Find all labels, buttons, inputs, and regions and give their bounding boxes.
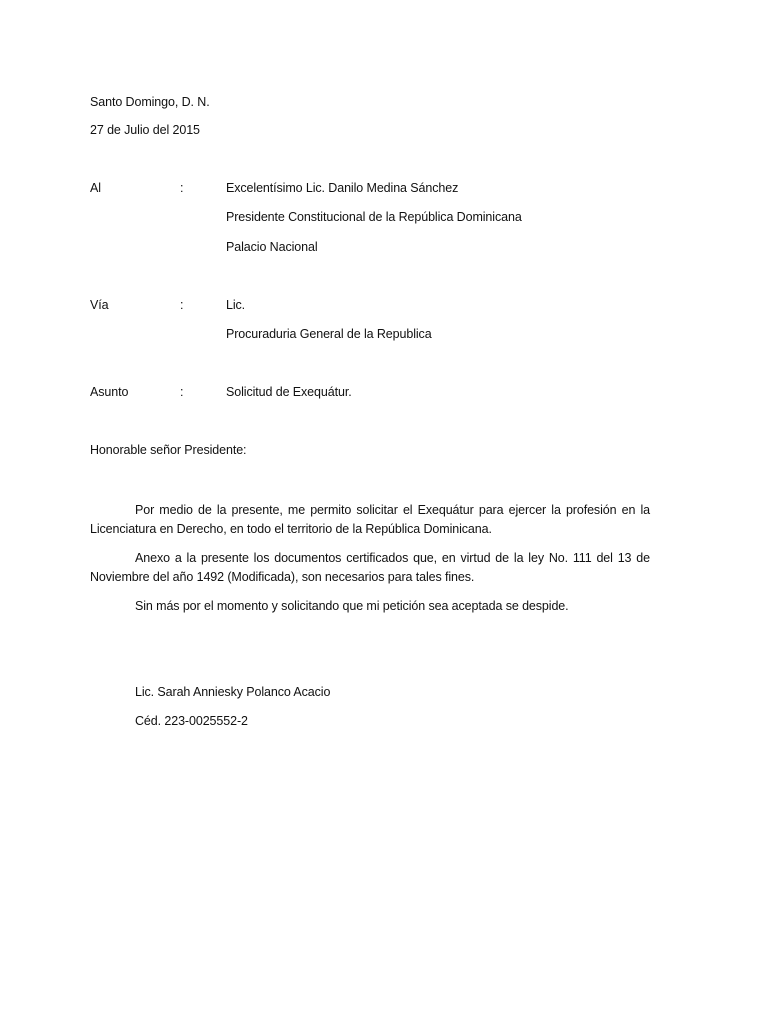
body-paragraph-2-text: Anexo a la presente los documentos certificados que, en virtud de la ley No. 111 del 13 de Noviembre del año 1492 (Modificada), son necesarios para tales fines. (90, 551, 650, 584)
subject-colon: : (180, 385, 184, 399)
signature-name: Lic. Sarah Anniesky Polanco Acacio (135, 685, 331, 699)
letter-date: 27 de Julio del 2015 (90, 123, 200, 137)
via-line-2: Procuraduria General de la Republica (226, 327, 432, 341)
body-paragraph-1 (90, 501, 650, 539)
signature-id: Céd. 223-0025552-2 (135, 714, 248, 728)
via-colon: : (180, 298, 184, 312)
to-colon: : (180, 181, 184, 195)
subject-label: Asunto (90, 385, 129, 399)
to-label: Al (90, 181, 101, 195)
to-recipient-address: Palacio Nacional (226, 240, 318, 254)
to-recipient-name: Excelentísimo Lic. Danilo Medina Sánchez (226, 181, 459, 195)
via-label: Vía (90, 298, 109, 312)
to-recipient-title: Presidente Constitucional de la República Dominicana (226, 210, 522, 224)
salutation: Honorable señor Presidente: (90, 443, 247, 457)
body-paragraph-3-text: Sin más por el momento y solicitando que mi petición sea aceptada se despide. (135, 599, 569, 613)
subject-value: Solicitud de Exequátur. (226, 385, 352, 399)
letter-place: Santo Domingo, D. N. (90, 95, 210, 109)
body-paragraph-1-text: Por medio de la presente, me permito solicitar el Exequátur para ejercer la profesión en la Licenciatura en Derecho, en todo el territorio de la República Dominicana. (90, 503, 650, 536)
body-paragraph-2 (90, 549, 650, 587)
body-paragraph-3 (90, 597, 650, 616)
via-line-1: Lic. (226, 298, 246, 312)
